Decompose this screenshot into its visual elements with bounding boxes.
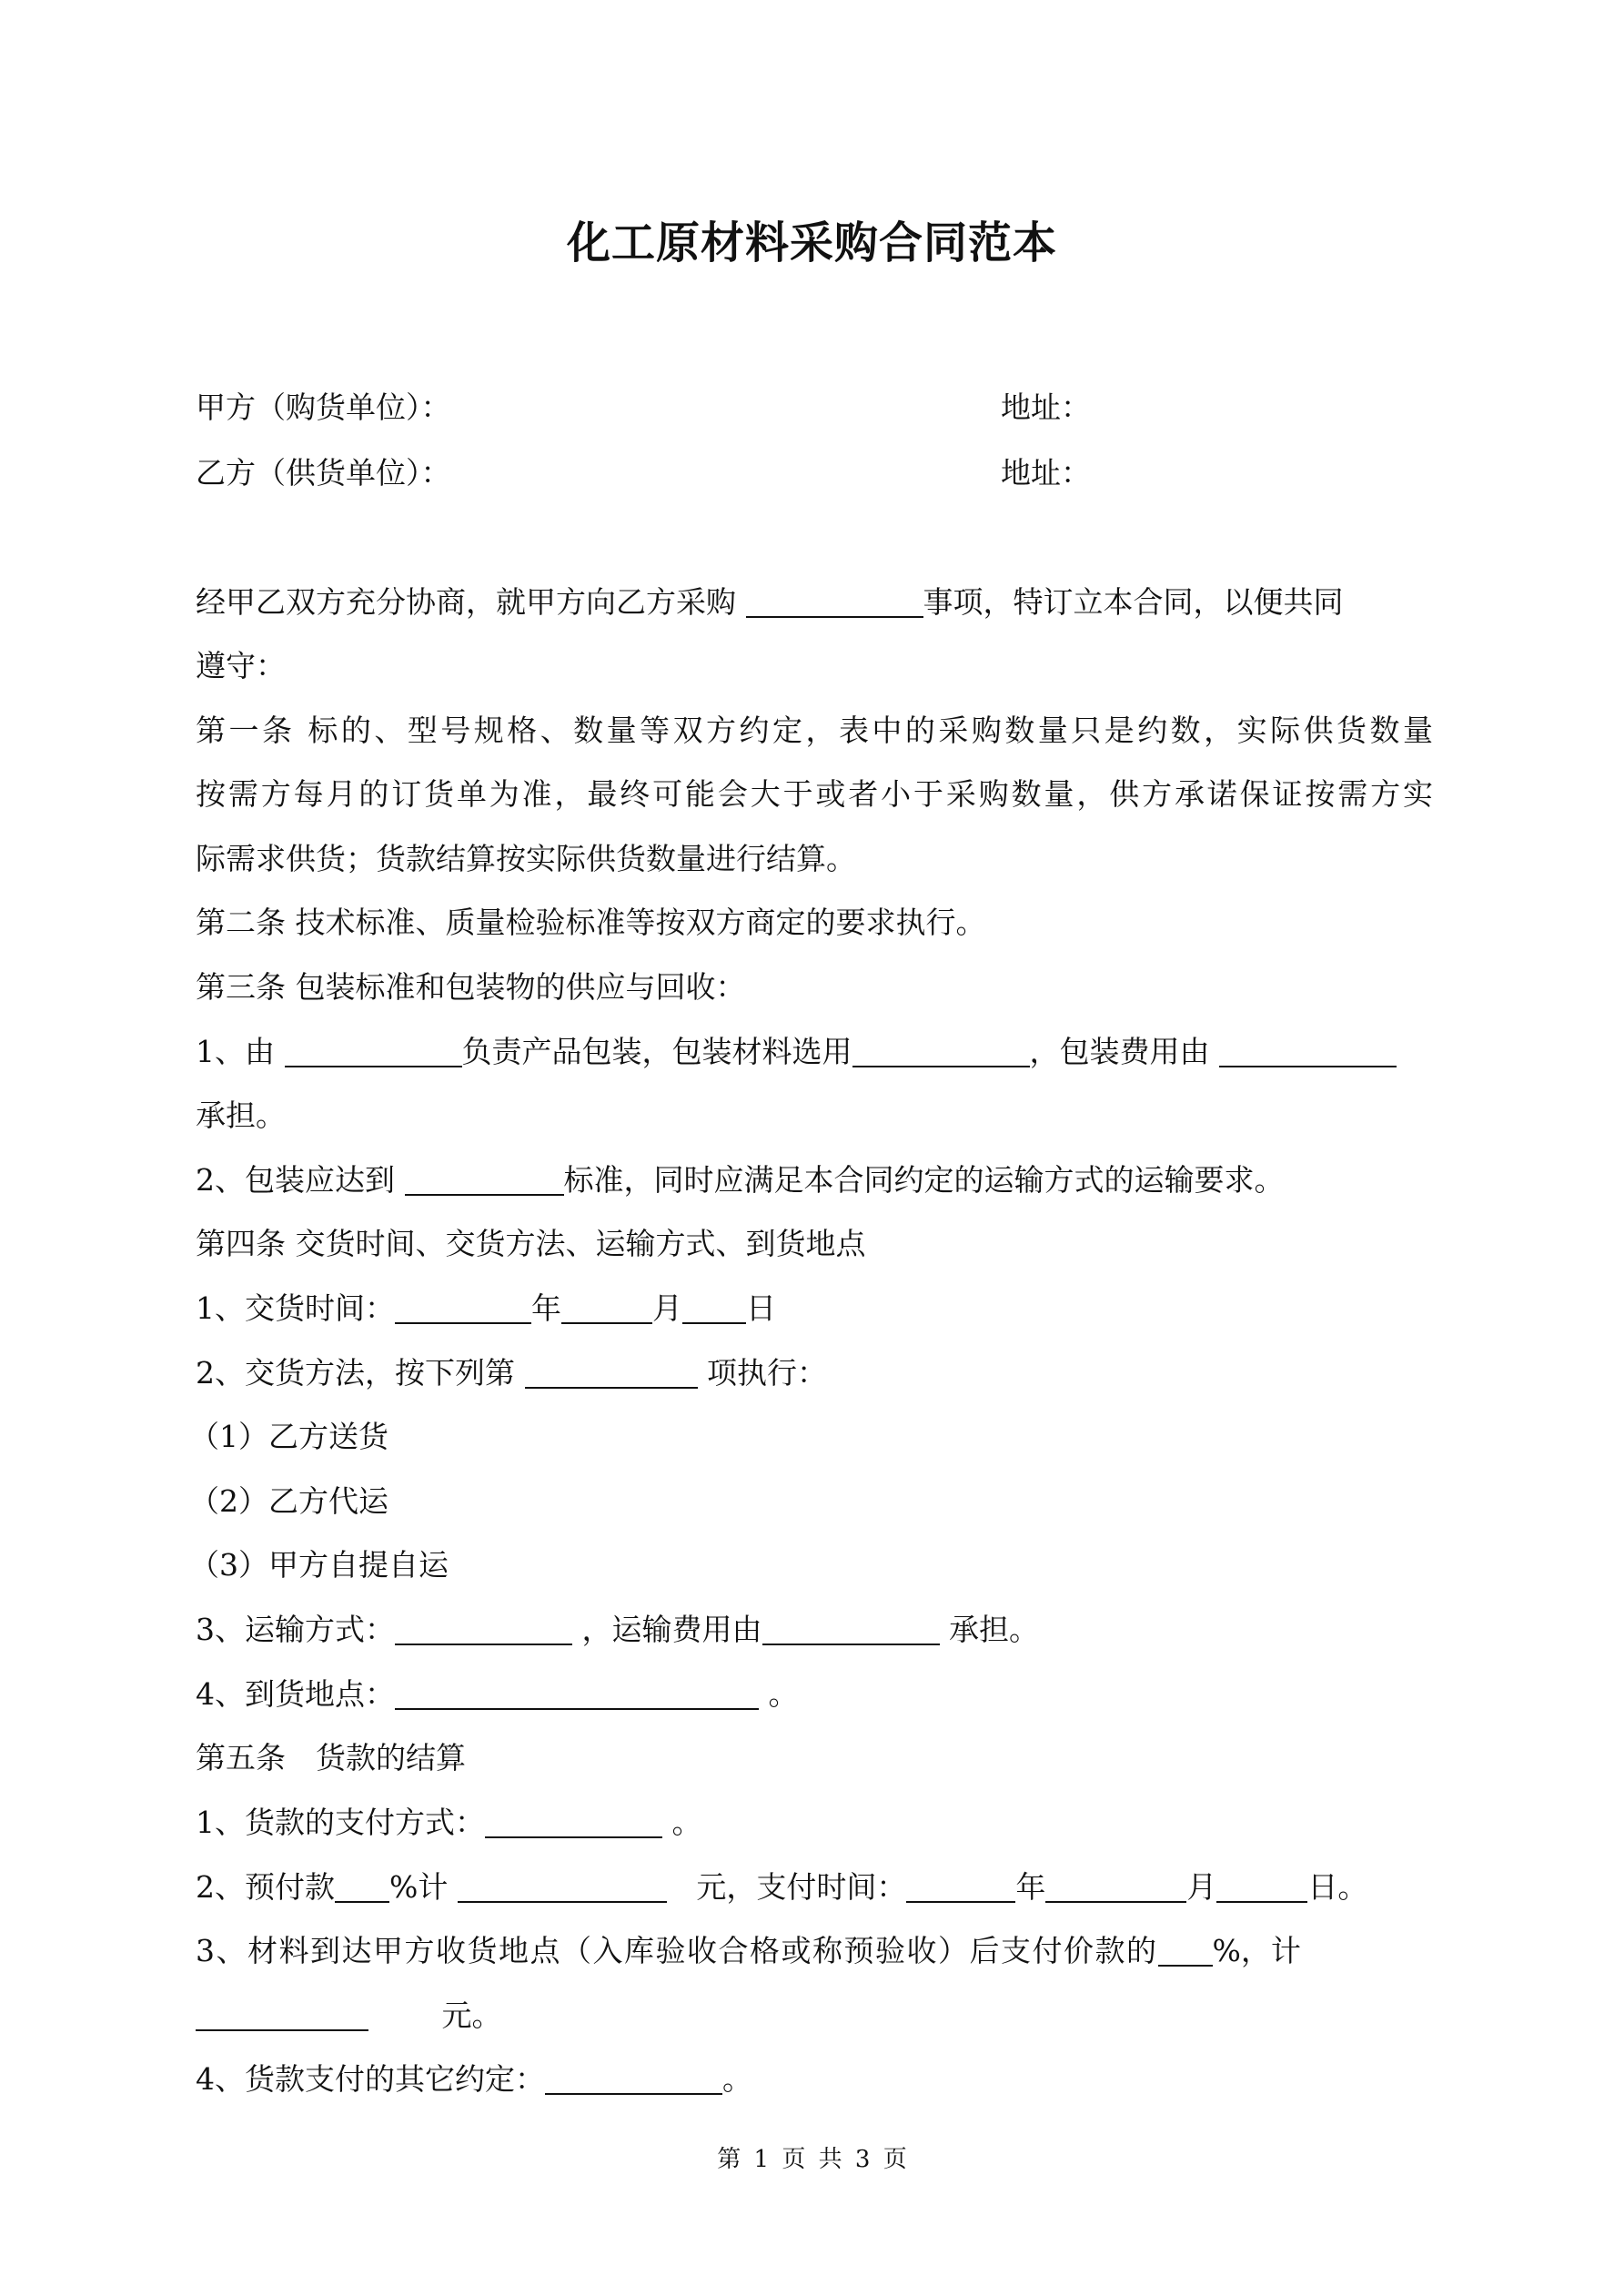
article4-item2-text-b: 项执行： xyxy=(707,1355,827,1391)
article3-item1 xyxy=(196,1034,1433,1070)
article5-item3-amount xyxy=(196,1998,1433,2034)
article5-item2-text-b: %计 xyxy=(389,1869,449,1905)
blank-delivery-method[interactable] xyxy=(525,1360,698,1389)
blank-payment-year[interactable] xyxy=(906,1874,1015,1903)
article4-heading: 第四条 交货时间、交货方法、运输方式、到货地点 xyxy=(196,1226,866,1261)
article5-item1-text-b: 。 xyxy=(671,1805,702,1840)
article4-item4 xyxy=(196,1676,1433,1713)
article4-item1 xyxy=(196,1290,1433,1327)
blank-delivery-month[interactable] xyxy=(561,1295,652,1324)
blank-packaging-standard[interactable] xyxy=(405,1167,564,1196)
document-title: 化工原材料采购合同范本 xyxy=(566,217,1057,268)
article5-year-label: 年 xyxy=(1015,1869,1046,1905)
article3-item1-text-a: 1、由 xyxy=(196,1034,275,1069)
page-footer: 第 1 页 共 3 页 xyxy=(717,2146,907,2173)
article5-item2-text-a: 2、预付款 xyxy=(196,1869,335,1905)
delivery-option-1: （1）乙方送货 xyxy=(189,1419,388,1454)
blank-packaging-material[interactable] xyxy=(852,1038,1030,1067)
article5-item2-text-c: 元，支付时间： xyxy=(696,1869,907,1905)
blank-payment-day[interactable] xyxy=(1216,1874,1307,1903)
article3-item2-text-b: 标准，同时应满足本合同约定的运输方式的运输要求。 xyxy=(563,1162,1285,1198)
article5-item4-text-a: 4、货款支付的其它约定： xyxy=(196,2061,545,2097)
delivery-option-2: （2）乙方代运 xyxy=(189,1483,388,1519)
article4-item3-text-b: ，运输费用由 xyxy=(581,1612,762,1647)
article2: 第二条 技术标准、质量检验标准等按双方商定的要求执行。 xyxy=(196,905,986,940)
article5-item4 xyxy=(196,2061,1433,2098)
article4-month-label: 月 xyxy=(652,1290,682,1326)
blank-transport-method[interactable] xyxy=(395,1616,572,1645)
blank-balance-percent[interactable] xyxy=(1158,1937,1213,1967)
article4-day-label: 日 xyxy=(746,1290,776,1326)
article3-item1-end: 承担。 xyxy=(196,1097,286,1133)
intro-text-2: 事项，特订立本合同，以便共同 xyxy=(923,584,1344,620)
blank-other-payment-terms[interactable] xyxy=(545,2066,722,2095)
article5-day-label: 日。 xyxy=(1307,1869,1368,1905)
article5-heading: 第五条 货款的结算 xyxy=(196,1740,466,1775)
blank-packaging-party[interactable] xyxy=(285,1038,462,1067)
intro-line-2: 遵守： xyxy=(196,648,286,683)
article1-line-2: 按需方每月的订货单为准，最终可能会大于或者小于采购数量，供方承诺保证按需方实 xyxy=(196,776,1433,812)
article4-item1-text: 1、交货时间： xyxy=(196,1290,395,1326)
article5-item1 xyxy=(196,1805,1433,1841)
party-a-label: 甲方（购货单位）： xyxy=(196,389,451,425)
blank-delivery-year[interactable] xyxy=(395,1295,531,1324)
blank-delivery-day[interactable] xyxy=(682,1295,746,1324)
blank-balance-amount[interactable] xyxy=(196,2002,368,2031)
article5-item3-text: 3、材料到达甲方收货地点（入库验收合格或称预验收）后支付价款的 xyxy=(196,1933,1158,1968)
article5-item4-text-b: 。 xyxy=(722,2061,752,2097)
blank-prepayment-amount[interactable] xyxy=(458,1874,667,1903)
blank-purchase-item[interactable] xyxy=(746,589,923,618)
blank-transport-cost-party[interactable] xyxy=(762,1616,940,1645)
article3-heading: 第三条 包装标准和包装物的供应与回收： xyxy=(196,969,746,1005)
blank-payment-month[interactable] xyxy=(1045,1874,1186,1903)
intro-text-1: 经甲乙双方充分协商，就甲方向乙方采购 xyxy=(196,584,736,620)
article3-item1-text-b: 负责产品包装，包装材料选用 xyxy=(461,1034,852,1069)
article4-item4-text-b: 。 xyxy=(768,1676,799,1712)
article5-month-label: 月 xyxy=(1186,1869,1217,1905)
party-b-address-label: 地址： xyxy=(1001,455,1091,491)
party-b-label: 乙方（供货单位）： xyxy=(196,455,451,491)
article4-item3-text-a: 3、运输方式： xyxy=(196,1612,395,1647)
article1-line-1: 第一条 标的、型号规格、数量等双方约定，表中的采购数量只是约数，实际供货数量 xyxy=(196,713,1433,748)
intro-line-1 xyxy=(196,584,1433,621)
article4-item3-text-c: 承担。 xyxy=(949,1612,1039,1647)
article3-item1-text-c: ，包装费用由 xyxy=(1029,1034,1210,1069)
blank-prepayment-percent[interactable] xyxy=(335,1874,389,1903)
article4-item3 xyxy=(196,1612,1433,1648)
article4-item4-text-a: 4、到货地点： xyxy=(196,1676,395,1712)
blank-payment-method[interactable] xyxy=(485,1809,662,1838)
article5-item3-percent: %，计 xyxy=(1212,1933,1301,1968)
article5-item3 xyxy=(196,1933,1433,1969)
delivery-option-3: （3）甲方自提自运 xyxy=(189,1547,449,1583)
article5-item1-text-a: 1、货款的支付方式： xyxy=(196,1805,485,1840)
article4-item2-text-a: 2、交货方法，按下列第 xyxy=(196,1355,515,1391)
blank-arrival-place[interactable] xyxy=(395,1681,759,1710)
article3-item2-text-a: 2、包装应达到 xyxy=(196,1162,395,1198)
article3-item2 xyxy=(196,1162,1433,1199)
party-a-address-label: 地址： xyxy=(1001,389,1091,425)
article1-line-3: 际需求供货；货款结算按实际供货数量进行结算。 xyxy=(196,841,856,876)
article4-year-label: 年 xyxy=(531,1290,561,1326)
article4-item2 xyxy=(196,1355,1433,1391)
article5-item3-yuan: 元。 xyxy=(441,1998,502,2033)
article5-item2 xyxy=(196,1869,1433,1906)
blank-packaging-cost-party[interactable] xyxy=(1219,1038,1397,1067)
